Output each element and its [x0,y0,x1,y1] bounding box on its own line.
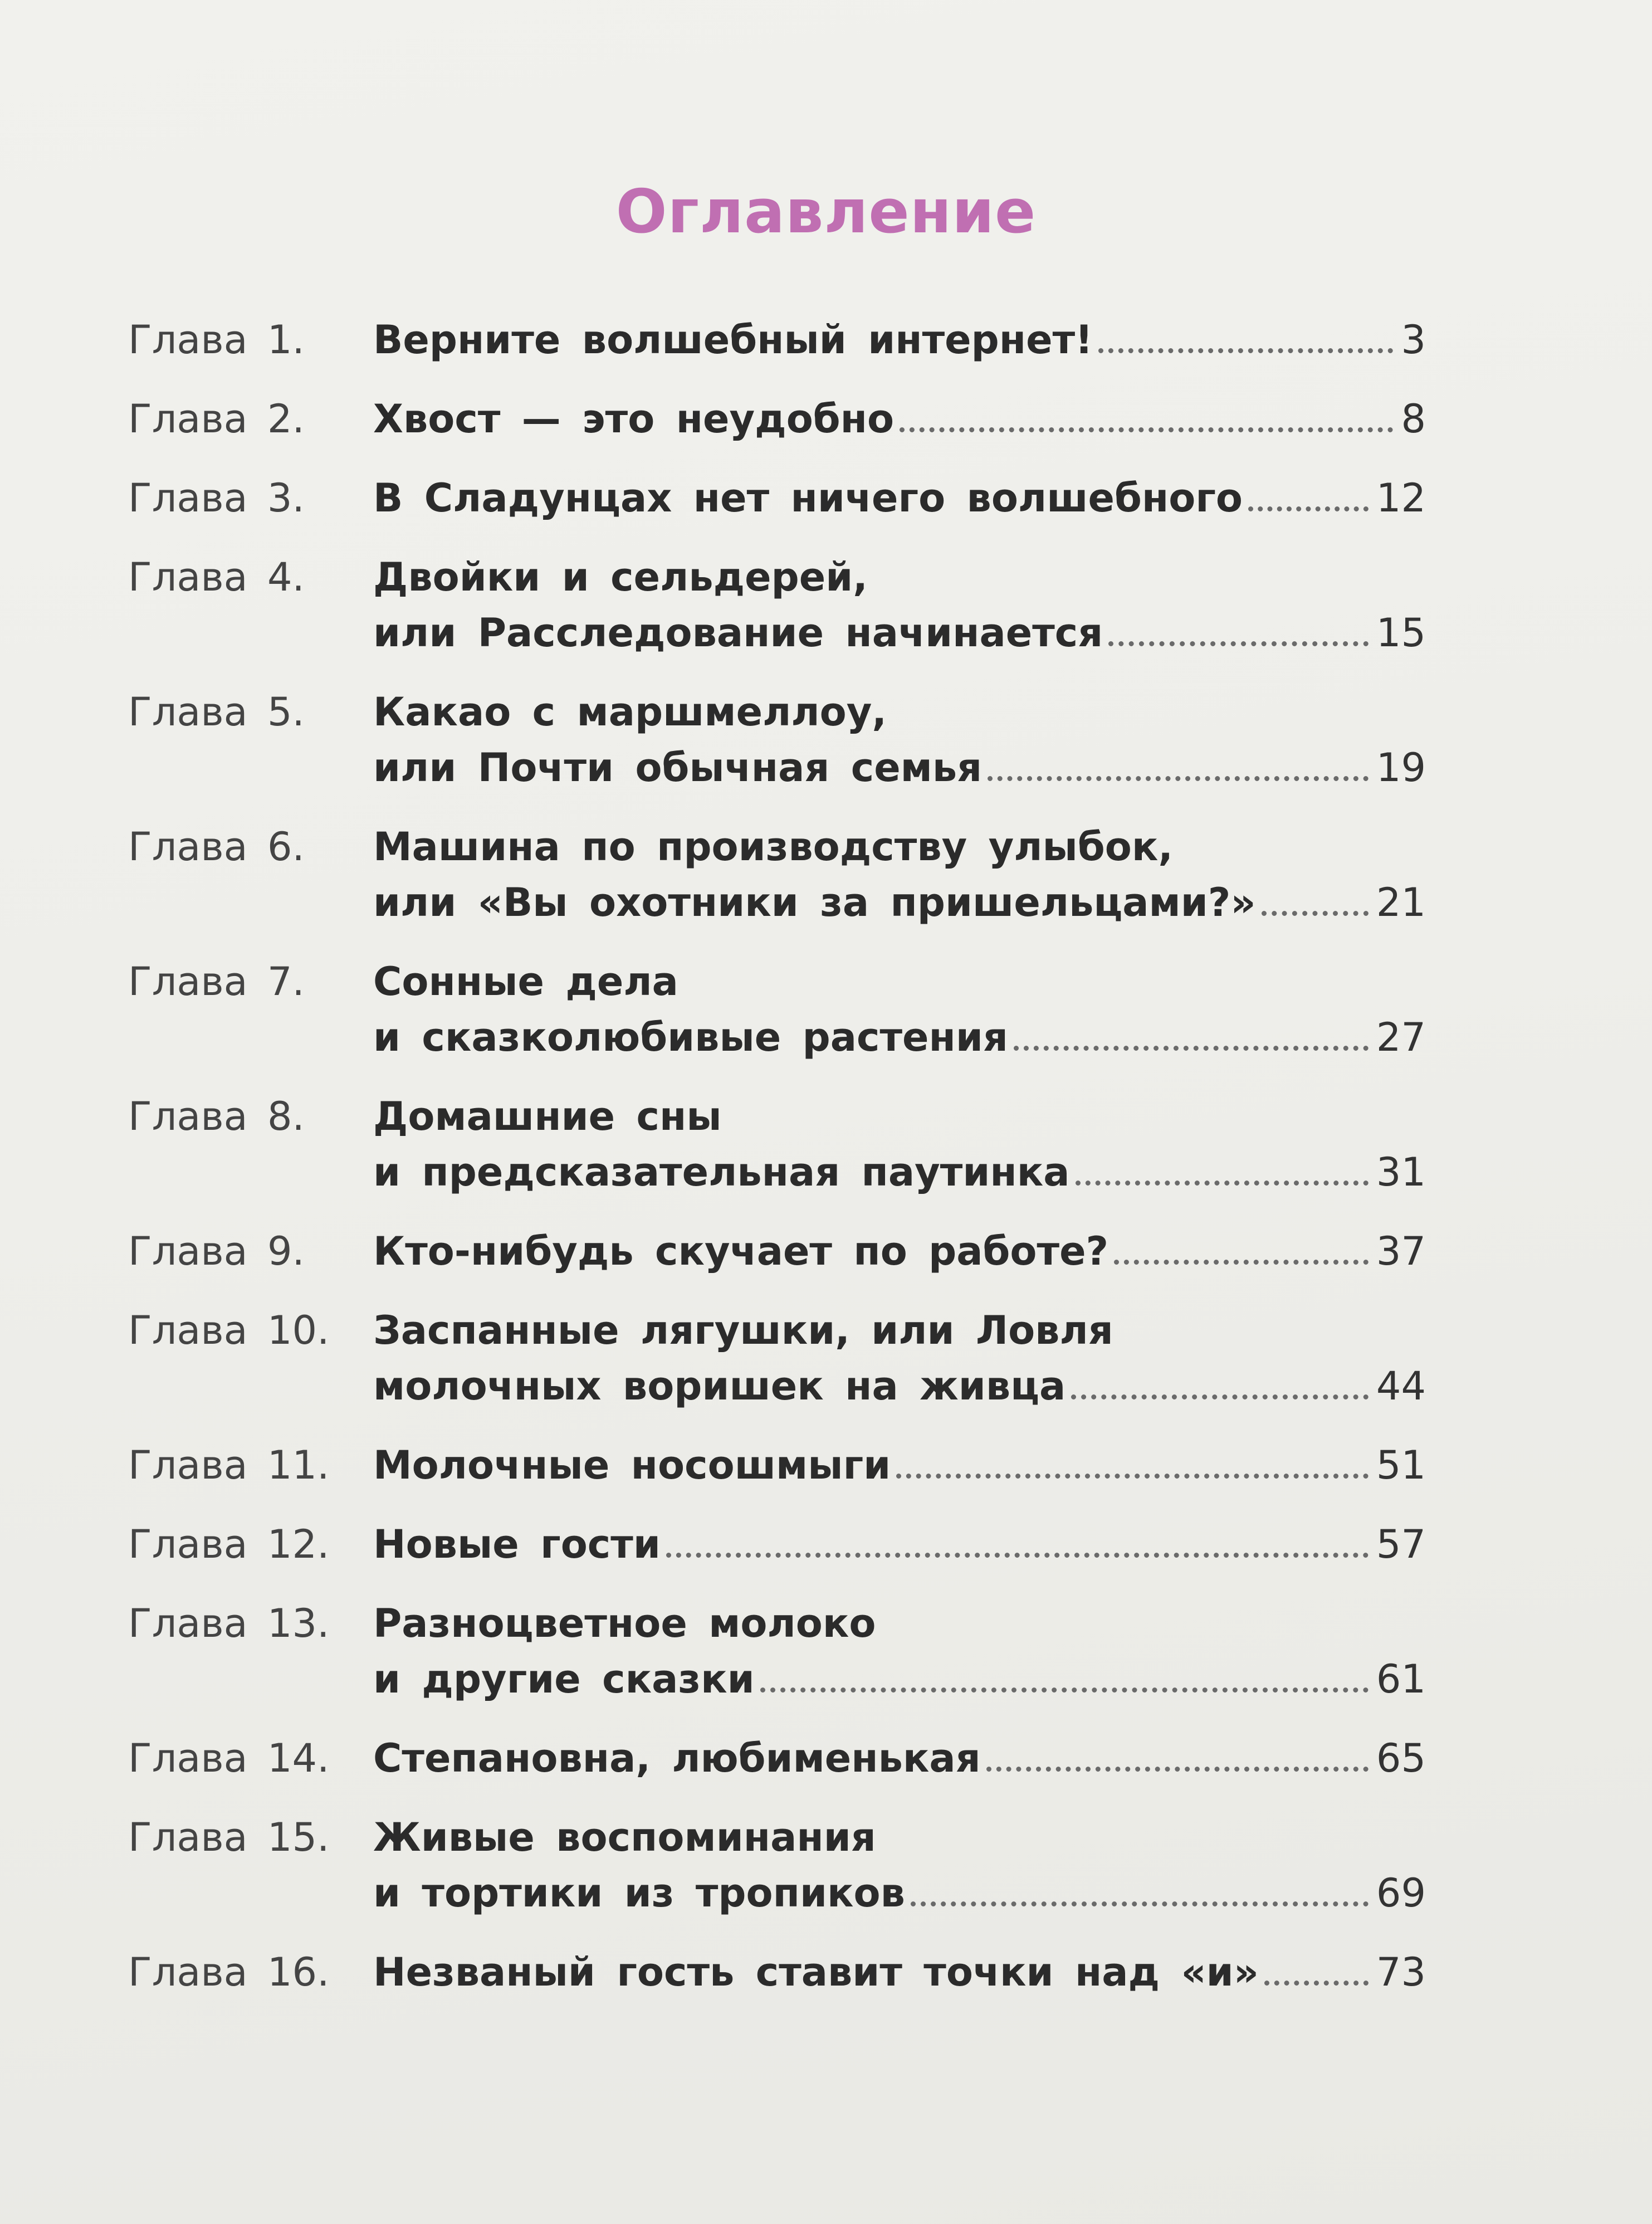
chapter-number: 4. [267,554,305,600]
chapter-title-final-line [373,312,1426,368]
chapter-number: 14. [267,1735,330,1781]
chapter-title-line: Заспанные лягушки, или Ловля [373,1308,1113,1353]
dot-leader [1071,1394,1368,1399]
chapter-title-block [373,312,1426,368]
chapter-title-text: Кто-нибудь скучает по работе? [373,1228,1109,1274]
chapter-title-line: Машина по производству улыбок, [373,824,1173,870]
chapter-label: Глава [128,824,248,870]
chapter-label: Глава [128,1949,248,1995]
page-number: 19 [1376,745,1426,791]
chapter-label: Глава [128,1228,248,1274]
chapter-label: Глава [128,396,248,442]
chapter-title-block [373,1516,1426,1572]
page-title: Оглавление [615,177,1037,247]
chapter-label: Глава [128,475,248,521]
chapter-label: Глава [128,1094,248,1139]
chapter-number: 8. [267,1094,305,1139]
toc-entry [128,954,1426,1065]
toc-entry [128,312,1426,368]
chapter-title-block [373,549,1426,661]
chapter-label: Глава [128,554,248,600]
chapter-title-text: и другие сказки [373,1656,755,1702]
chapter-title-text: Незваный гость ставит точки над «и» [373,1949,1259,1995]
chapter-label: Глава [128,1601,248,1646]
page-number: 21 [1376,880,1426,925]
chapter-title-block [373,1730,1426,1786]
dot-leader [900,427,1393,432]
chapter-title-block [373,819,1426,930]
page-number: 44 [1376,1363,1426,1409]
chapter-label: Глава [128,689,248,735]
chapter-label: Глава [128,1442,248,1488]
toc-entry [128,1223,1426,1279]
chapter-number: 1. [267,317,305,363]
chapter-title-final-line [373,1009,1426,1065]
chapter-title-final-line [373,1865,1426,1921]
chapter-title-block [373,1437,1426,1493]
page-number: 3 [1401,317,1426,363]
toc-entry [128,1596,1426,1707]
chapter-title-block [373,1596,1426,1707]
chapter-number: 11. [267,1442,330,1488]
chapter-title-line: Разноцветное молоко [373,1601,876,1646]
dot-leader [1248,506,1368,511]
toc-entry [128,1730,1426,1786]
chapter-title-text: Молочные носошмыги [373,1442,891,1488]
chapter-number: 3. [267,475,305,521]
chapter-title-line: Какао с маршмеллоу, [373,689,887,735]
chapter-number: 15. [267,1815,330,1860]
toc-entry [128,1810,1426,1921]
chapter-label: Глава [128,1735,248,1781]
toc-entry [128,549,1426,661]
chapter-title-final-line [373,740,1426,796]
page-number: 12 [1376,475,1426,521]
toc-entry [128,1303,1426,1414]
chapter-label: Глава [128,1308,248,1353]
chapter-title-line: Живые воспоминания [373,1815,876,1860]
toc-entry [128,1089,1426,1200]
toc-entry [128,391,1426,447]
chapter-title-final-line [373,1223,1426,1279]
chapter-title-text: и сказколюбивые растения [373,1015,1008,1060]
chapter-label: Глава [128,1815,248,1860]
chapter-number: 2. [267,396,305,442]
dot-leader [666,1553,1368,1558]
page-number: 61 [1376,1656,1426,1702]
chapter-number: 16. [267,1949,330,1995]
dot-leader [1262,911,1368,916]
chapter-title-final-line [373,875,1426,930]
chapter-title-text: или «Вы охотники за пришельцами?» [373,880,1256,925]
toc-entry [128,470,1426,526]
toc-entry [128,819,1426,930]
page-number: 57 [1376,1521,1426,1567]
chapter-title-block [373,1223,1426,1279]
chapter-label: Глава [128,317,248,363]
chapter-title-text: и предсказательная паутинка [373,1149,1070,1195]
chapter-title-line: Домашние сны [373,1094,722,1139]
chapter-title-final-line [373,1437,1426,1493]
chapter-title-text: Новые гости [373,1521,661,1567]
dot-leader [1114,1260,1368,1265]
chapter-title-block [373,954,1426,1065]
chapter-number: 6. [267,824,305,870]
chapter-title-final-line [373,605,1426,661]
chapter-title-block [373,1944,1426,2000]
chapter-title-line: Сонные дела [373,959,678,1004]
chapter-number: 9. [267,1228,305,1274]
page-number: 27 [1376,1015,1426,1060]
dot-leader [1014,1046,1368,1051]
chapter-title-text: или Расследование начинается [373,610,1103,656]
page-number: 31 [1376,1149,1426,1195]
page-number: 73 [1376,1949,1426,1995]
chapter-title-text: и тортики из тропиков [373,1870,905,1916]
dot-leader [988,776,1368,781]
page-number: 51 [1376,1442,1426,1488]
chapter-title-text: молочных воришек на живца [373,1363,1066,1409]
toc-entry [128,1944,1426,2000]
chapter-title-final-line [373,470,1426,526]
chapter-title-block [373,684,1426,796]
chapter-number: 13. [267,1601,330,1646]
chapter-title-final-line [373,1358,1426,1414]
dot-leader [1076,1181,1368,1186]
chapter-title-block [373,470,1426,526]
dot-leader [760,1687,1368,1693]
chapter-title-block [373,391,1426,447]
chapter-title-final-line [373,1730,1426,1786]
chapter-title-final-line [373,1144,1426,1200]
chapter-title-final-line [373,1651,1426,1707]
dot-leader [896,1474,1368,1479]
chapter-title-block [373,1089,1426,1200]
table-of-contents [128,312,1426,2023]
toc-entry [128,1516,1426,1572]
dot-leader [1098,348,1393,353]
dot-leader [911,1901,1368,1906]
toc-entry [128,1437,1426,1493]
chapter-title-final-line [373,391,1426,447]
chapter-title-text: В Сладунцах нет ничего волшебного [373,475,1243,521]
chapter-title-text: Верните волшебный интернет! [373,317,1093,363]
page-number: 69 [1376,1870,1426,1916]
chapter-title-final-line [373,1944,1426,2000]
chapter-title-block [373,1303,1426,1414]
toc-entry [128,684,1426,796]
chapter-label: Глава [128,1521,248,1567]
chapter-label: Глава [128,959,248,1004]
chapter-title-text: Хвост — это неудобно [373,396,895,442]
chapter-title-block [373,1810,1426,1921]
chapter-title-final-line [373,1516,1426,1572]
chapter-number: 10. [267,1308,330,1353]
dot-leader [986,1767,1368,1772]
dot-leader [1108,641,1368,646]
dot-leader [1264,1981,1368,1986]
page-number: 65 [1376,1735,1426,1781]
page-number: 15 [1376,610,1426,656]
chapter-number: 7. [267,959,305,1004]
chapter-number: 5. [267,689,305,735]
page-number: 37 [1376,1228,1426,1274]
chapter-number: 12. [267,1521,330,1567]
chapter-title-text: или Почти обычная семья [373,745,983,791]
chapter-title-text: Степановна, любименькая [373,1735,981,1781]
chapter-title-line: Двойки и сельдерей, [373,554,868,600]
page-number: 8 [1401,396,1426,442]
